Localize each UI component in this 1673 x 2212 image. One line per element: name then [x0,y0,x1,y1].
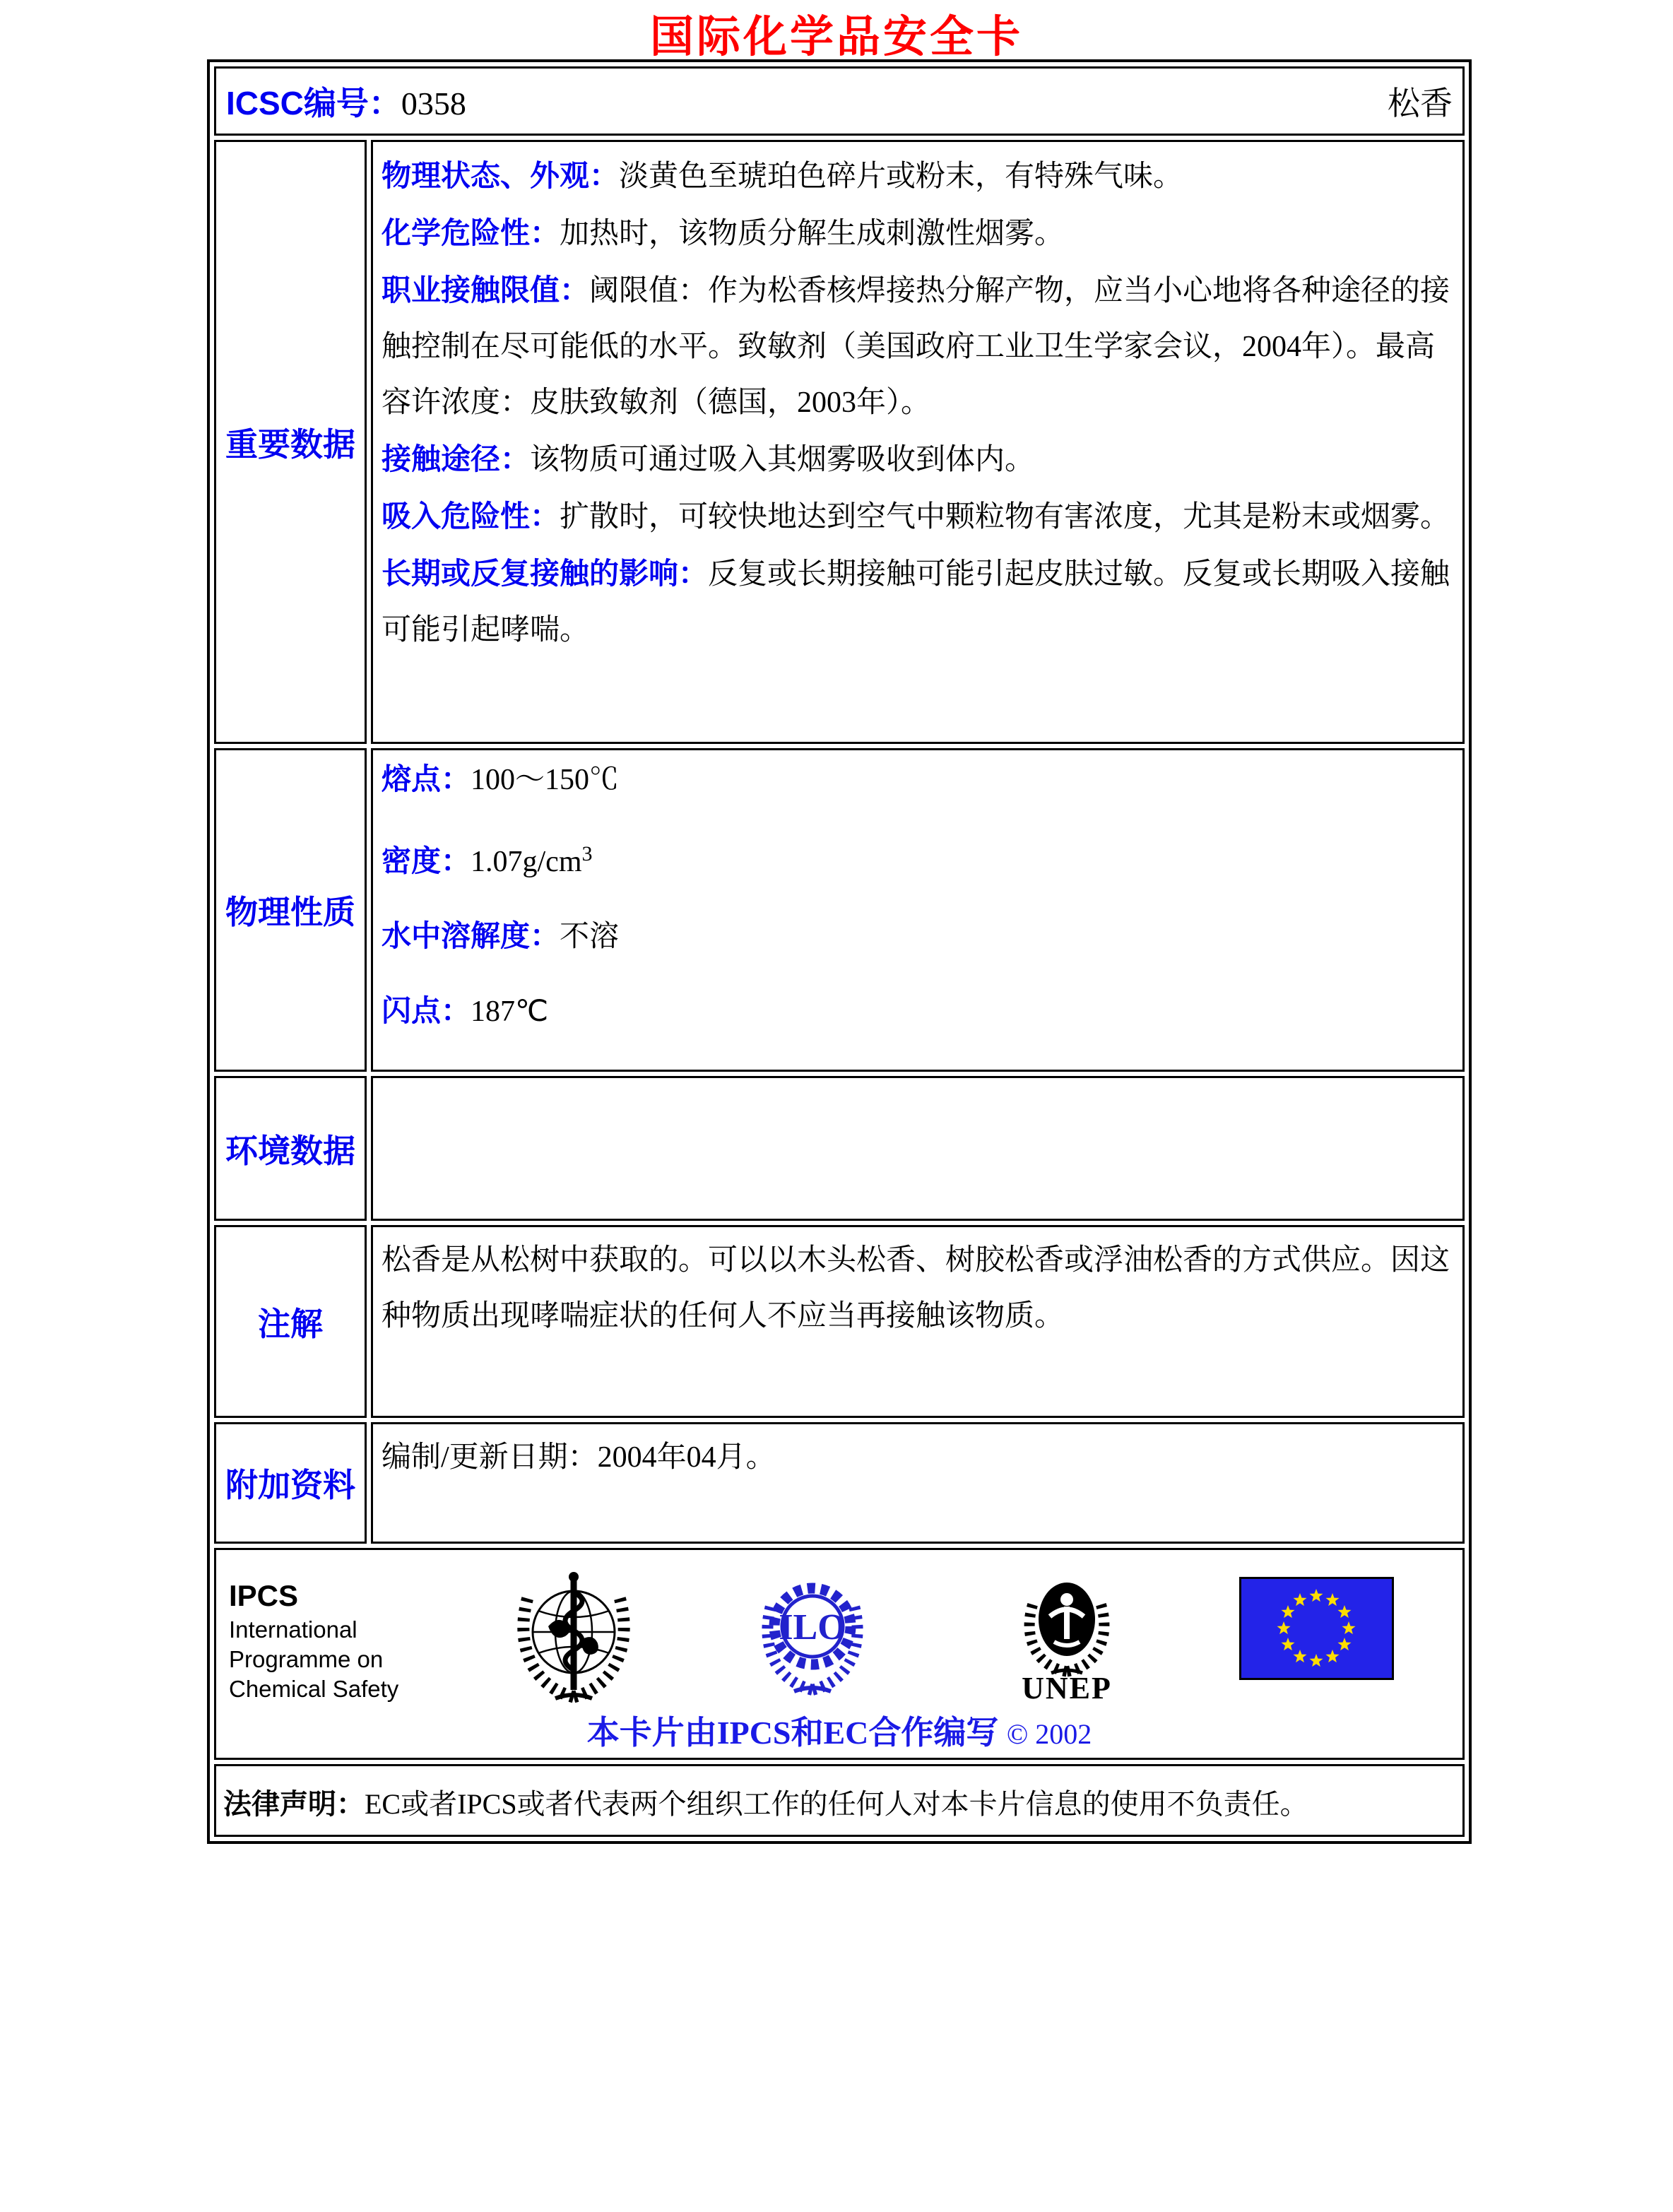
legal-cell [214,1764,1465,1837]
legal-text: EC或者IPCS或者代表两个组织工作的任何人对本卡片信息的使用不负责任。 [365,1787,1308,1820]
environmental-data-row [214,1076,1465,1221]
svg-text:ILO: ILO [779,1607,846,1648]
page-title: 国际化学品安全卡 [649,13,1023,61]
ipcs-text-block [229,1577,462,1704]
legal-label: 法律声明： [223,1788,365,1820]
icsc-number-value: 0358 [401,85,466,122]
additional-info-row [214,1422,1465,1544]
unep-icon [1013,1566,1121,1677]
physical-properties-row [214,748,1465,1072]
icsc-card-table [207,59,1472,1844]
who-icon [506,1561,642,1703]
section-label-notes: 注解 [214,1225,367,1418]
notes-content: 松香是从松树中获取的。可以以木头松香、树胶松香或浮油松香的方式供应。因这种物质出现哮喘症状的任何人不应当再接触该物质。 [371,1225,1465,1418]
substance-name: 松香 [1388,85,1453,122]
ipcs-title: IPCS [229,1579,299,1612]
field-physical-state: 物理状态、外观：淡黄色至琥珀色碎片或粉末，有特殊气味。 [382,159,1183,193]
environmental-data-content [371,1076,1465,1221]
ipcs-line: International [229,1616,357,1643]
notes-row [214,1225,1465,1418]
legal-row [214,1764,1465,1837]
section-label-additional-info: 附加资料 [214,1422,367,1544]
icsc-number-label: ICSC编号： [226,85,401,122]
section-label-important-data: 重要数据 [214,140,367,744]
footer-row [214,1548,1465,1760]
eu-flag-icon [1239,1577,1394,1680]
card-header-cell [214,66,1465,136]
field-chemical-danger: 化学危险性：加热时，该物质分解生成刺激性烟雾。 [382,216,1065,250]
ipcs-line: Programme on [229,1646,384,1672]
section-label-environmental-data: 环境数据 [214,1076,367,1221]
field-exposure-route: 接触途径：该物质可通过吸入其烟雾吸收到体内。 [382,442,1035,476]
copyright: © 2002 [1006,1718,1092,1750]
physical-properties-content [371,748,1465,1072]
unep-block [1013,1566,1121,1704]
field-exposure-limit: 职业接触限值：阈限值：作为松香核焊接热分解产物，应当小心地将各种途径的接触控制在尽可能低的水平。致敏剂（美国政府工业卫生学家会议，2004年）。最高容许浓度：皮肤致敏剂（德国，2003年）。 [382,273,1450,419]
field-water-solubility: 水中溶解度：不溶 [382,919,620,953]
ipcs-line: Chemical Safety [229,1676,399,1702]
section-label-physical-properties: 物理性质 [214,748,367,1072]
ilo-icon [747,1568,877,1696]
important-data-row [214,140,1465,744]
unep-label: UNEP [1022,1671,1112,1705]
field-flash-point: 闪点：187℃ [382,994,549,1028]
important-data-content [371,140,1465,744]
logo-row [226,1557,1453,1704]
footer-cell [214,1548,1465,1760]
footer-caption: 本卡片由IPCS和EC合作编写 © 2002 [586,1715,1092,1751]
field-inhalation-risk: 吸入危险性：扩散时，可较快地达到空气中颗粒物有害浓度，尤其是粉末或烟雾。 [382,499,1450,533]
additional-info-content: 编制/更新日期：2004年04月。 [371,1422,1465,1544]
field-long-term-effects: 长期或反复接触的影响：反复或长期接触可能引起皮肤过敏。反复或长期吸入接触可能引起哮喘。 [382,557,1450,646]
card-header-row [214,66,1465,136]
field-density: 密度：$1.07g/cm^3$ [382,842,593,878]
icsc-number [226,78,466,124]
field-melting-point: 熔点：100～150℃ [382,762,620,796]
